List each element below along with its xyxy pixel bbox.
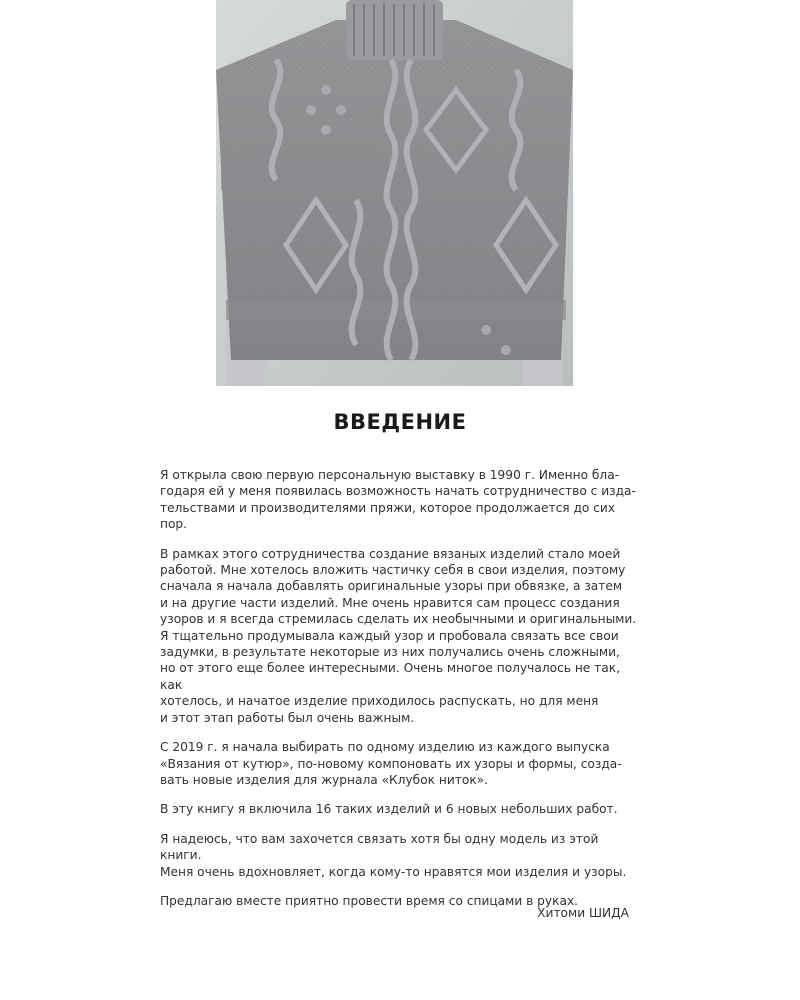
paragraph: Предлагаю вместе приятно провести время со спицами в руках. [160,893,579,908]
paragraph: В рамках этого сотрудничества создание вязаных изделий стало моей работой. Мне хотелось вложить частичку себя в свои изделия, поэтому сначала я начала добавлять оригинальные узоры при обвязке, а затем и на другие части изделий. Мне очень нравится сам процесс создания узоров и я всегда стремилась сделать их необычными и оригинальными. Я тщательно продумывала каждый узор и пробовала связать все свои задумки, в результате некоторые из них получались очень сложными, но от этого еще более интересными. Очень многое получалось не так, как хотелось, и начатое изделие приходилось распускать, но для меня и этот этап работы был очень важным. [160,546,637,725]
paragraph: Я надеюсь, что вам захочется связать хотя бы одну модель из этой книги. Меня очень вдохновляет, когда кому-то нравятся мои изделия и узоры. [160,831,627,879]
knitted-aran-sweater-image [216,0,573,386]
author-signature: Хитоми ШИДА [537,906,629,920]
page-title: ВВЕДЕНИЕ [333,410,467,434]
introduction-text [160,467,640,922]
paragraph: С 2019 г. я начала выбирать по одному изделию из каждого выпуска «Вязания от кутюр», по-новому компоновать их узоры и формы, созда- вать новые изделия для журнала «Клубок ниток». [160,740,622,787]
paragraph: Я открыла свою первую персональную выставку в 1990 г. Именно бла- годаря ей у меня появилась возможность начать сотрудничество с изда- тельствами и производителями пряжи, которое продолжается до сих пор. [160,468,636,532]
knitted-sweater-photo [216,0,573,386]
paragraph: В эту книгу я включила 16 таких изделий и 6 новых небольших работ. [160,802,618,817]
